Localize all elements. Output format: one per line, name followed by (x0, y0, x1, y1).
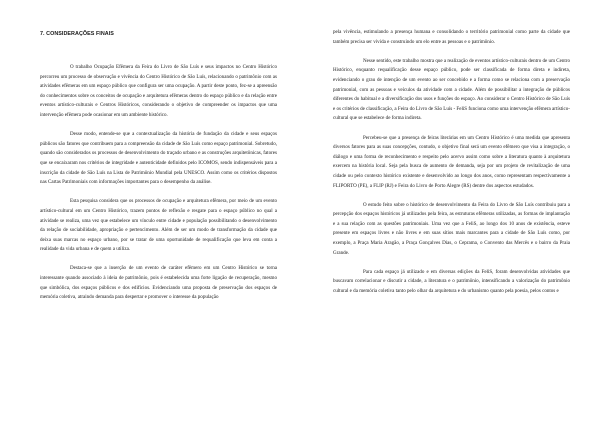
paragraph: Para cada espaço já utilizado e em diversas edições da FeliS, foram desenvolvidas atividades que buscavam correlacionar e discutir a cidade, a literatura e o patrimônio, intensificando a valorização do patrimônio cultural e da memória coletiva tanto pelo olhar da arquitetura e do urbanismo quanto pela poesia, pelos contos e (333, 268, 570, 295)
paragraph: Nesse sentido, este trabalho mostra que a realização de eventos artístico-culturais dentro de um Centro Histórico, enquanto requalificação desse espaço público, pode ser classificada de forma direta e indireta, evidenciando o grau de intenção de um evento ao ser concebido e a forma como se relaciona com a preservação patrimonial, com as pessoas e veículos da atividade com a cidade. Além de possibilitar a integração de públicos diferentes do habitual e a diversificação dos usos e funções do espaço. Ao considerar o Centro Histórico de São Luís e os critérios de classificação, a Feira do Livro de São Luís - FeliS funciona como uma intervenção efêmera artístico-cultural que se estabelece de forma indireta. (333, 57, 570, 122)
paragraph: Destaca-se que a inserção de um evento de caráter efêmero em um Centro Histórico se torna interessante quando associado à ideia de patrimônio, pois é estabelecida uma forte ligação de recuperação, mesmo que simbólica, dos espaços públicos e dos edifícios. Evidenciando uma proposta de preservação dos espaços de memória coletiva, atraindo demanda para despertar e promover o interesse da população (40, 265, 277, 301)
right-column (333, 28, 570, 306)
paragraph: O trabalho Ocupação Efêmera da Feira do Livro de São Luís e seus impactos no Centro Histórico percorreu um processo de observação e vivência do Centro Histórico de São Luís, relacionando o patrimônio com as atividades efêmeras em um espaço público que configura ser uma ocupação. A partir deste ponto, fez-se a apreensão do conhecimentos sobre os conceitos de ocupação e arquitetura efêmeras dentro do espaço público e da relação entre eventos artístico-culturais e Centros Históricos, considerando o objetivo de compreender os impactos que uma intervenção efêmera pode ocasionar em um ambiente histórico. (40, 64, 277, 118)
paragraph: Percebeu-se que a presença de feiras literárias em um Centro Histórico é uma medida que apresenta diversos fatores para as suas concepções, contudo, o objetivo final será um evento efêmero que visa a integração, o diálogo e uma forma de reconhecimento e respeito pelo acervo assim como sobre a literatura quanto à arquitetura exercem na história local. Seja pela busca de aumento de demanda, seja por um projeto de revitalização de uma cidade ou pelo contexto histórico existente e desenvolvido ao longo dos anos, como representam respectivamente a FLIPORTO (PE), a FLIP (RJ) e Feira do Livro de Porto Alegre (RS) dentre dos aspectos estudados. (333, 134, 570, 189)
paragraph: Desse modo, entende-se que a contextualização da história de fundação da cidade e seus espaços públicos são fatores que contribuem para a compreensão da cidade de São Luís como espaço patrimonial. Sobretudo, quando são considerados os processos de desenvolvimento do traçado urbano e as construções arquitetônicas, fatores que se encaixaram nos critérios de integridade e autenticidade definidos pelo ICOMOS, sendo indispensáveis para a inscrição da cidade de São Luís na Lista de Patrimônio Mundial pela UNESCO. Assim como os critérios dispostos nas Cartas Patrimoniais com informações importantes para o desempenho da análise. (40, 131, 277, 186)
paragraph-continued: pela vivência, estimulando a presença humana e consolidando o território patrimonial como parte da cidade que também precisa ser vivida e construindo um elo entre as pessoas e o patrimônio. (333, 29, 570, 45)
paragraph: Esta pesquisa considera que os processos de ocupação e arquitetura efêmera, por meio de um evento artístico-cultural em um Centro Histórico, trazem pontos de reflexão e resgate para o espaço público no qual a atividade se realiza, uma vez que estabelece um vínculo entre cidade e população possibilitando o desenvolvimento da relação de sociabilidade, apropriação e pertencimento. Além de ser um modo de transformação da cidade que deixa suas marcas no espaço urbano, por se tratar de uma oportunidade de requalificação que leva em conta a realidade da vida urbana e de quem a utiliza. (40, 198, 277, 253)
section-heading: 7. CONSIDERAÇÕES FINAIS (40, 31, 114, 37)
paragraph: O estudo feito sobre o histórico de desenvolvimento da Feira do Livro de São Luís contribuiu para a percepção dos espaços históricos já utilizados pela feira, as estruturas efêmeras utilizadas, as formas de implantação e a sua relação com as questões patrimoniais. Uma vez que a FeliS, ao longo dos 10 anos de existência, esteve presente em espaços livres e não livres e em suas sítios mais marcantes para a cidade de São Luís como, por exemplo, a Praça Maria Aragão, a Praça Gonçalves Dias, o Ceprama, o Convento das Mercês e o bairro da Praia Grande. (333, 201, 570, 256)
left-column (40, 28, 277, 312)
